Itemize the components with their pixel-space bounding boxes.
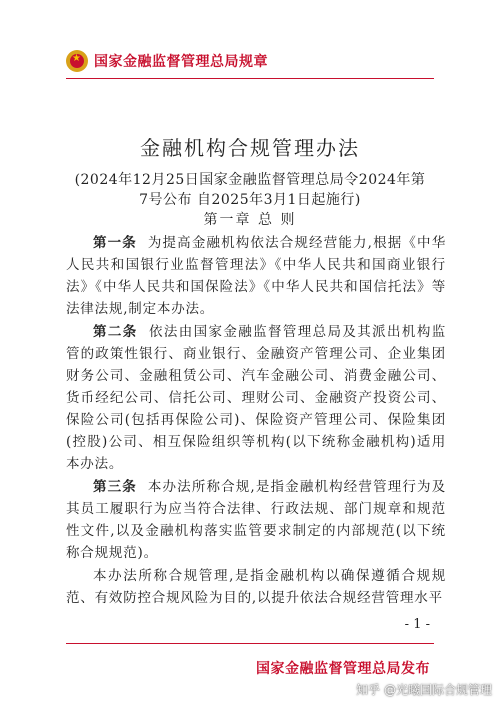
article-number: 第二条 <box>93 324 138 340</box>
watermark: 知乎 @光曦国际合规管理 <box>356 683 492 697</box>
header-divider <box>66 78 434 79</box>
article-text: 为提高金融机构依法合规经营能力,根据《中华人民共和国银行业监督管理法》《中华人民共和国商业银行法》《中华人民共和国保险法》《中华人民共和国信托法》等法律法规,制定本办法。 <box>66 235 446 317</box>
national-emblem-icon <box>66 50 88 72</box>
article-text: 本办法所称合规,是指金融机构经营管理行为及其员工履职行为应当符合法律、行政法规、部门规章和规范性文件,以及金融机构落实监管要求制定的内部规范(以下统称合规规范)。 <box>66 479 446 561</box>
document-body <box>66 232 446 610</box>
header <box>66 50 268 72</box>
article-paragraph <box>66 232 446 320</box>
article-paragraph <box>66 565 446 609</box>
issuance-info: (2024年12月25日国家金融监督管理总局令2024年第7号公布 自2025年3月1日起施行) <box>74 172 426 208</box>
page-number: - 1 - <box>404 617 430 632</box>
header-title: 国家金融监督管理总局规章 <box>94 54 268 70</box>
article-number: 第三条 <box>93 479 137 495</box>
article-paragraph <box>66 321 446 475</box>
article-number: 第一条 <box>93 235 137 251</box>
article-text: 本办法所称合规管理,是指金融机构以确保遵循合规规范、有效防控合规风险为目的,以提升依法合规经营管理水平 <box>66 568 446 606</box>
footer-publisher: 国家金融监督管理总局发布 <box>256 661 430 677</box>
article-text: 依法由国家金融监督管理总局及其派出机构监管的政策性银行、商业银行、金融资产管理公司、企业集团财务公司、金融租赁公司、汽车金融公司、消费金融公司、货币经纪公司、信托公司、理财公司、金融资产投资公司、保险公司(包括再保险公司)、保险资产管理公司、保险集团(控股)公司、相互保险组织等机构(以下统称金融机构)适用本办法。 <box>66 324 446 472</box>
chapter-heading: 第一章 总 则 <box>203 212 297 228</box>
document-title: 金融机构合规管理办法 <box>140 136 360 160</box>
article-paragraph <box>66 476 446 564</box>
footer-divider <box>66 643 434 644</box>
